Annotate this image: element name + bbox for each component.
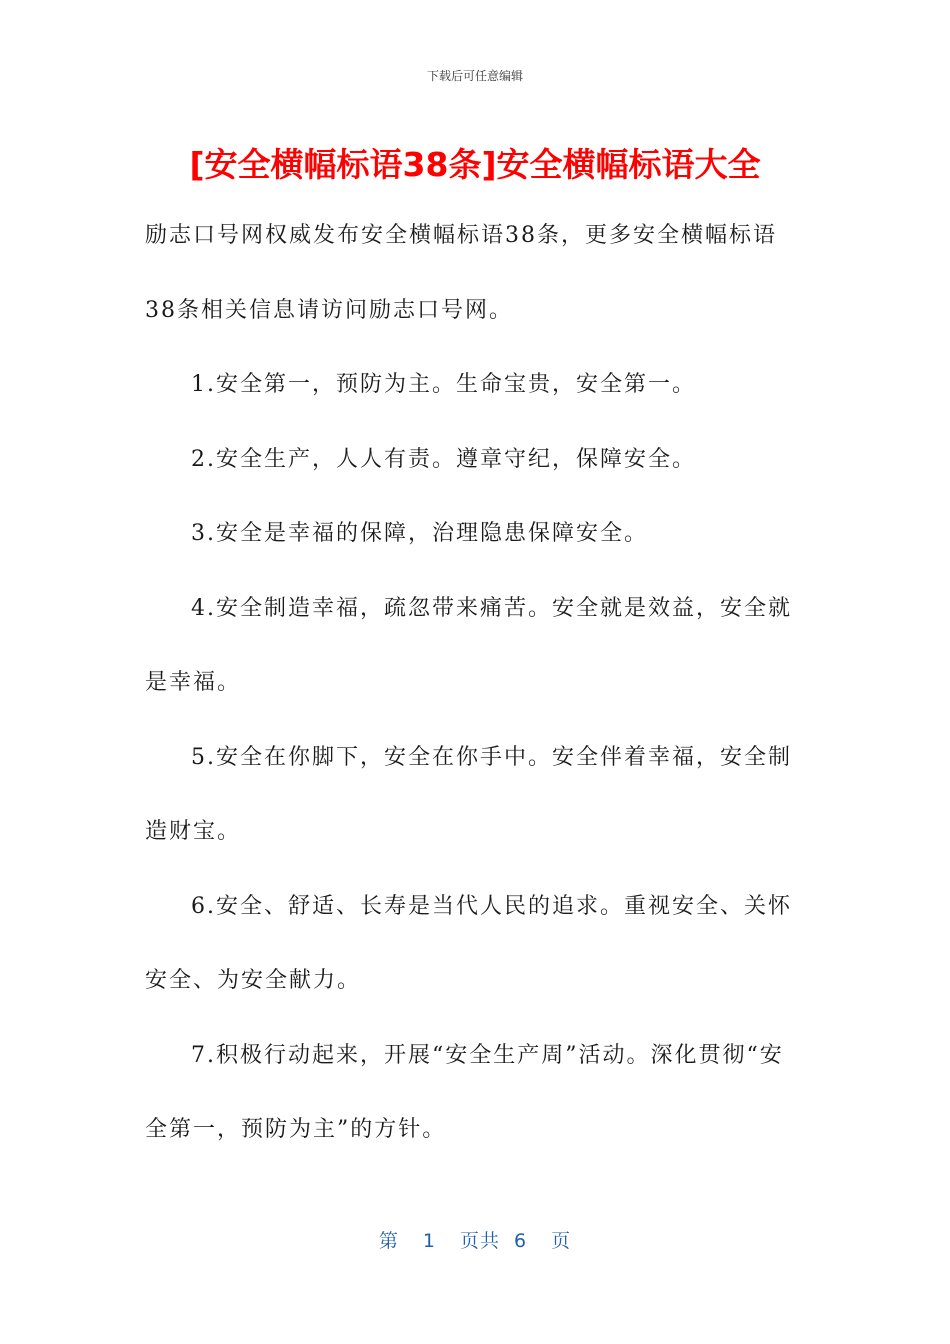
total-pages: 6 [514,1230,528,1252]
document-body [145,199,807,1168]
page-title: [安全横幅标语38条]安全横幅标语大全 [189,145,761,184]
list-item: 4.安全制造幸福，疏忽带来痛苦。安全就是效益，安全就是幸福。 [145,595,792,695]
list-item: 1.安全第一，预防为主。生命宝贵，安全第一。 [191,372,696,397]
intro-paragraph: 励志口号网权威发布安全横幅标语38条，更多安全横幅标语38条相关信息请访问励志口号网。 [145,223,777,323]
list-item: 2.安全生产，人人有责。遵章守纪，保障安全。 [191,446,696,472]
page-label-mid: 页共 [459,1230,500,1252]
list-item: 7.积极行动起来，开展“安全生产周”活动。深化贯彻“安全第一，预防为主”的方针。 [145,1042,784,1142]
list-item: 6.安全、舒适、长寿是当代人民的追求。重视安全、关怀安全、为安全献力。 [145,893,792,993]
header-note: 下载后可任意编辑 [426,69,523,83]
page-number: 1 [422,1230,436,1252]
page-label-prefix: 第 [378,1230,399,1252]
page-label-suffix: 页 [551,1230,572,1252]
list-item: 5.安全在你脚下，安全在你手中。安全伴着幸福，安全制造财宝。 [145,744,792,844]
list-item: 3.安全是幸福的保障，治理隐患保障安全。 [191,521,648,546]
page-footer [0,1226,950,1253]
